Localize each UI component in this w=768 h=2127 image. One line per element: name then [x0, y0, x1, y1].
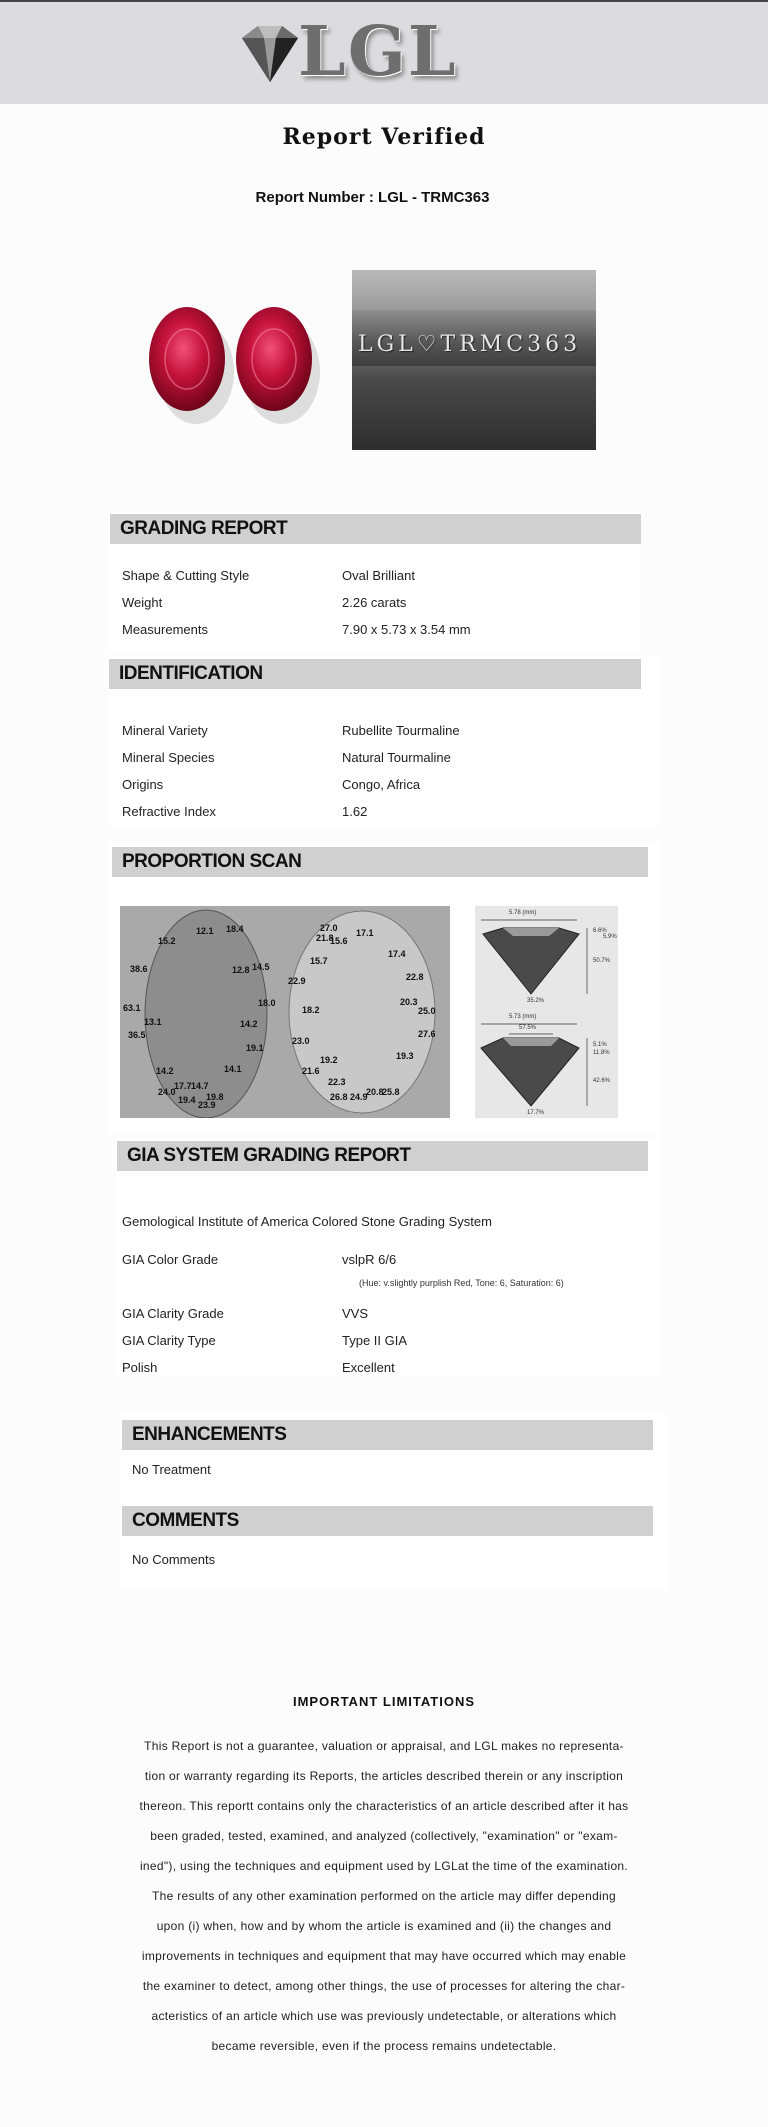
scan-number: 23.9 [198, 1100, 216, 1110]
scan-number: 14.1 [224, 1064, 242, 1074]
scan-number: 14.2 [240, 1019, 258, 1029]
profile-label: 5.78 (mm) [509, 910, 537, 916]
header-bar [0, 0, 768, 104]
scan-number: 19.2 [320, 1055, 338, 1065]
inscription-text: LGL♡TRMC363 [358, 332, 582, 357]
scan-number: 18.0 [258, 998, 276, 1008]
inscription-photo [352, 270, 596, 450]
scan-number: 24.0 [158, 1087, 176, 1097]
profile-label: 6.6% [593, 928, 607, 934]
scan-number: 27.6 [418, 1029, 436, 1039]
grading-label: Measurements [122, 622, 208, 637]
limitations-line: ined"), using the techniques and equipment used by LGLat the time of the examination. [139, 1859, 629, 1873]
lgl-logo[interactable] [232, 12, 492, 92]
scan-number: 14.5 [252, 962, 270, 972]
profile-label: 5.73 (mm) [509, 1014, 537, 1020]
identification-label: Mineral Species [122, 750, 215, 765]
scan-number: 19.3 [396, 1051, 414, 1061]
scan-number: 20.3 [400, 997, 418, 1007]
page-title: Report Verified [282, 124, 486, 150]
limitations-heading: IMPORTANT LIMITATIONS [292, 1694, 476, 1709]
gia-system: Gemological Institute of America Colored Stone Grading System [122, 1214, 492, 1229]
limitations-line: became reversible, even if the process remains undetectable. [211, 2039, 557, 2053]
scan-number: 18.2 [302, 1005, 320, 1015]
profile-label: 5.1% [593, 1042, 607, 1048]
profile-label: 5.9% [603, 934, 617, 940]
scan-number: 17.4 [388, 949, 406, 959]
identification-value: Natural Tourmaline [342, 750, 451, 765]
scan-number: 15.6 [330, 936, 348, 946]
scan-number: 18.4 [226, 924, 244, 934]
scan-number: 12.1 [196, 926, 214, 936]
gemstone-photo [140, 296, 330, 426]
limitations-line: thereon. This reportt contains only the characteristics of an article described after it has [139, 1799, 629, 1813]
scan-number: 19.4 [178, 1095, 196, 1105]
grading-value: 2.26 carats [342, 595, 407, 610]
logo-text: LGL [298, 12, 458, 92]
scan-number: 38.6 [130, 964, 148, 974]
profile-label: 50.7% [593, 958, 611, 964]
scan-number: 15.2 [158, 936, 176, 946]
scan-number: 22.3 [328, 1077, 346, 1087]
identification-value: 1.62 [342, 804, 368, 819]
profile-label: 17.7% [527, 1110, 545, 1116]
gia-value: VVS [342, 1306, 369, 1321]
comments-text: No Comments [132, 1552, 216, 1567]
scan-number: 14.7 [191, 1081, 209, 1091]
diamond-icon [232, 24, 304, 84]
scan-number: 25.0 [418, 1006, 436, 1016]
identification-value: Rubellite Tourmaline [342, 723, 460, 738]
comments-heading: COMMENTS [122, 1506, 653, 1536]
identification-label: Origins [122, 777, 164, 792]
gia-label: GIA Clarity Type [122, 1333, 216, 1348]
profile-label: 11.8% [593, 1050, 610, 1056]
scan-number: 22.8 [406, 972, 424, 982]
scan-number: 26.8 [330, 1092, 348, 1102]
enhancements-heading: ENHANCEMENTS [122, 1420, 653, 1450]
profile-label: 42.6% [593, 1078, 611, 1084]
scan-number: 36.5 [128, 1030, 146, 1040]
profile-label: 35.2% [527, 998, 545, 1004]
scan-number: 19.1 [246, 1043, 264, 1053]
scan-number: 17.7 [174, 1081, 192, 1091]
scan-number: 21.6 [302, 1066, 320, 1076]
proportion-heading: PROPORTION SCAN [112, 847, 648, 877]
gia-heading: GIA SYSTEM GRADING REPORT [117, 1141, 648, 1171]
limitations-line: The results of any other examination performed on the article may differ depending [152, 1889, 616, 1903]
scan-number: 17.1 [356, 928, 374, 938]
scan-number: 19.8 [206, 1092, 224, 1102]
scan-number: 27.0 [320, 923, 338, 933]
proportion-scan-top-view [120, 906, 450, 1118]
limitations-line: been graded, tested, examined, and analyzed (collectively, "examination" or "exam- [150, 1829, 618, 1843]
limitations-line: improvements in techniques and equipment that may have occurred which may enable [141, 1949, 627, 1963]
proportion-scan-profile [475, 906, 618, 1118]
limitations-line: tion or warranty regarding its Reports, the articles described therein or any inscription [144, 1769, 624, 1783]
limitations-line: upon (i) when, how and by whom the article is examined and (ii) the changes and [156, 1919, 612, 1933]
scan-number: 23.0 [292, 1036, 310, 1046]
gia-value: vslpR 6/6 [342, 1252, 397, 1267]
scan-number: 14.2 [156, 1066, 174, 1076]
gia-label: GIA Color Grade [122, 1252, 219, 1267]
grading-value: 7.90 x 5.73 x 3.54 mm [342, 622, 471, 637]
scan-number: 25.8 [382, 1087, 400, 1097]
scan-number: 22.9 [288, 976, 306, 986]
gia-value: Excellent [342, 1360, 395, 1375]
profile-label: 57.5% [519, 1025, 537, 1031]
gia-label: GIA Clarity Grade [122, 1306, 224, 1321]
limitations-line: This Report is not a guarantee, valuation or appraisal, and LGL makes no representa- [144, 1739, 624, 1753]
identification-heading: IDENTIFICATION [109, 659, 641, 689]
profile-diagrams [475, 906, 618, 1118]
limitations-line: acteristics of an article which use was previously undetectable, or alterations which [151, 2009, 617, 2023]
identification-value: Congo, Africa [342, 777, 421, 792]
report-number: Report Number : LGL - TRMC363 [255, 189, 490, 206]
identification-label: Refractive Index [122, 804, 216, 819]
grading-heading: GRADING REPORT [110, 514, 641, 544]
scan-number: 20.8 [366, 1087, 384, 1097]
gia-color-note: (Hue: v.slightly purplish Red, Tone: 6, Saturation: 6) [359, 1278, 564, 1288]
identification-label: Mineral Variety [122, 723, 208, 738]
grading-value: Oval Brilliant [342, 568, 415, 583]
grading-label: Weight [122, 595, 163, 610]
gia-label: Polish [122, 1360, 158, 1375]
scan-number: 21.8 [316, 933, 334, 943]
limitations-line: the examiner to detect, among other things, the use of processes for altering the char- [142, 1979, 626, 1993]
grading-label: Shape & Cutting Style [122, 568, 250, 583]
scan-number: 12.8 [232, 965, 250, 975]
scan-number: 63.1 [123, 1003, 141, 1013]
scan-number: 13.1 [144, 1017, 162, 1027]
enhancements-text: No Treatment [132, 1462, 211, 1477]
scan-number: 15.7 [310, 956, 328, 966]
scan-number: 24.9 [350, 1092, 368, 1102]
gia-value: Type II GIA [342, 1333, 408, 1348]
